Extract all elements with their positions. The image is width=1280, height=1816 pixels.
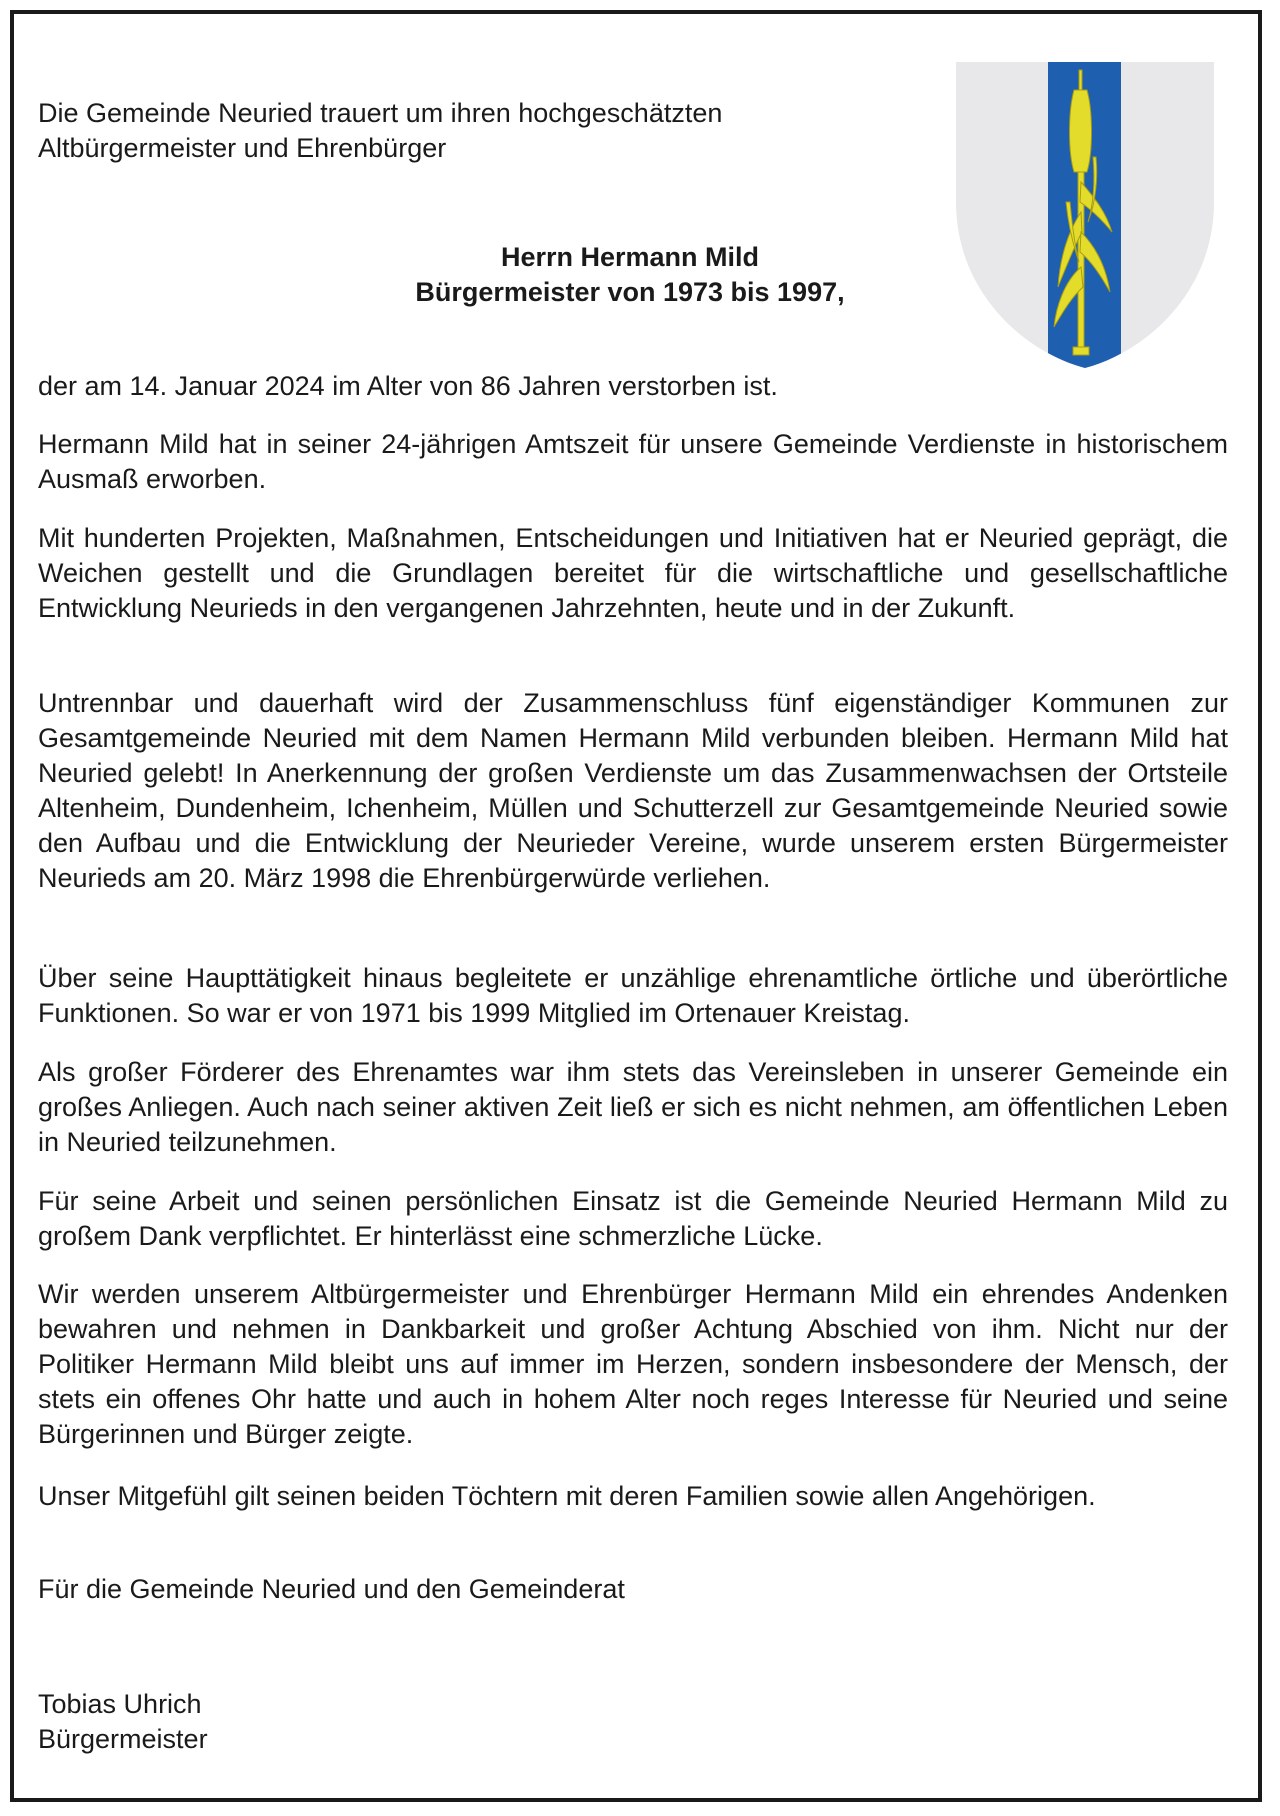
paragraph [38, 1055, 1228, 1160]
paragraph [38, 686, 1228, 896]
signature-role: Bürgermeister [38, 1724, 208, 1754]
closing-line [38, 1572, 1228, 1607]
paragraph-text: Als großer Förderer des Ehrenamtes war ihm stets das Vereinsleben in unserer Gemeinde ein großes Anliegen. Auch nach seiner aktiven Zeit ließ er sich es nicht nehmen, am öffentlichen Leben in Neuried teilzunehmen. [38, 1057, 1228, 1157]
paragraph [38, 521, 1228, 626]
paragraph [38, 961, 1228, 1031]
coat-of-arms-icon [956, 62, 1214, 368]
paragraph-text: Untrennbar und dauerhaft wird der Zusammenschluss fünf eigenständiger Kommunen zur Gesamtgemeinde Neuried mit dem Namen Hermann Mild verbunden bleiben. Hermann Mild hat Neuried gelebt! In Anerkennung der großen Verdienste um das Zusammenwachsen der Ortsteile Altenheim, Dundenheim, Ichenheim, Müllen und Schutterzell zur Gesamtgemeinde Neuried sowie den Aufbau und die Entwicklung der Neurieder Vereine, wurde unserem ersten Bürgermeister Neurieds am 20. März 1998 die Ehrenbürgerwürde verliehen. [38, 688, 1228, 893]
paragraph [38, 1277, 1228, 1452]
paragraph-text: Wir werden unserem Altbürgermeister und Ehrenbürger Hermann Mild ein ehrendes Andenken bewahren und nehmen in Dankbarkeit und großer Achtung Abschied von ihm. Nicht nur der Politiker Hermann Mild bleibt uns auf immer im Herzen, sondern insbesondere der Mensch, der stets ein offenes Ohr hatte und auch in hohem Alter noch reges Interesse für Neuried und seine Bürgerinnen und Bürger zeigte. [38, 1279, 1228, 1449]
paragraph-text: Für seine Arbeit und seinen persönlichen Einsatz ist die Gemeinde Neuried Hermann Mild zu großem Dank verpflichtet. Er hinterlässt eine schmerzliche Lücke. [38, 1186, 1228, 1251]
deceased-title: Bürgermeister von 1973 bis 1997, [415, 277, 845, 307]
signature-name: Tobias Uhrich [38, 1689, 202, 1719]
deceased-heading [300, 240, 960, 310]
paragraph-text: Für die Gemeinde Neuried und den Gemeinderat [38, 1574, 625, 1604]
paragraph-text: Hermann Mild hat in seiner 24-jährigen Amtszeit für unsere Gemeinde Verdienste in historischem Ausmaß erworben. [38, 429, 1228, 494]
intro-line: Die Gemeinde Neuried trauert um ihren hochgeschätzten [38, 98, 723, 128]
intro-line: Altbürgermeister und Ehrenbürger [38, 133, 447, 163]
paragraph [38, 1184, 1228, 1254]
paragraph-text: Über seine Haupttätigkeit hinaus begleitete er unzählige ehrenamtliche örtliche und überörtliche Funktionen. So war er von 1971 bis 1999 Mitglied im Ortenauer Kreistag. [38, 963, 1228, 1028]
deceased-name: Herrn Hermann Mild [500, 242, 760, 272]
paragraph [38, 1479, 1228, 1514]
paragraph-text: der am 14. Januar 2024 im Alter von 86 Jahren verstorben ist. [38, 371, 778, 401]
paragraph [38, 369, 1228, 404]
paragraph-text: Unser Mitgefühl gilt seinen beiden Töchtern mit deren Familien sowie allen Angehörigen. [38, 1481, 1096, 1511]
signature [38, 1687, 1228, 1757]
paragraph-text: Mit hunderten Projekten, Maßnahmen, Entscheidungen und Initiativen hat er Neuried geprägt, die Weichen gestellt und die Grundlagen bereitet für die wirtschaftliche und gesellschaftliche Entwicklung Neurieds in den vergangenen Jahrzehnten, heute und in der Zukunft. [38, 523, 1228, 623]
paragraph [38, 427, 1228, 497]
intro-text [38, 96, 938, 166]
